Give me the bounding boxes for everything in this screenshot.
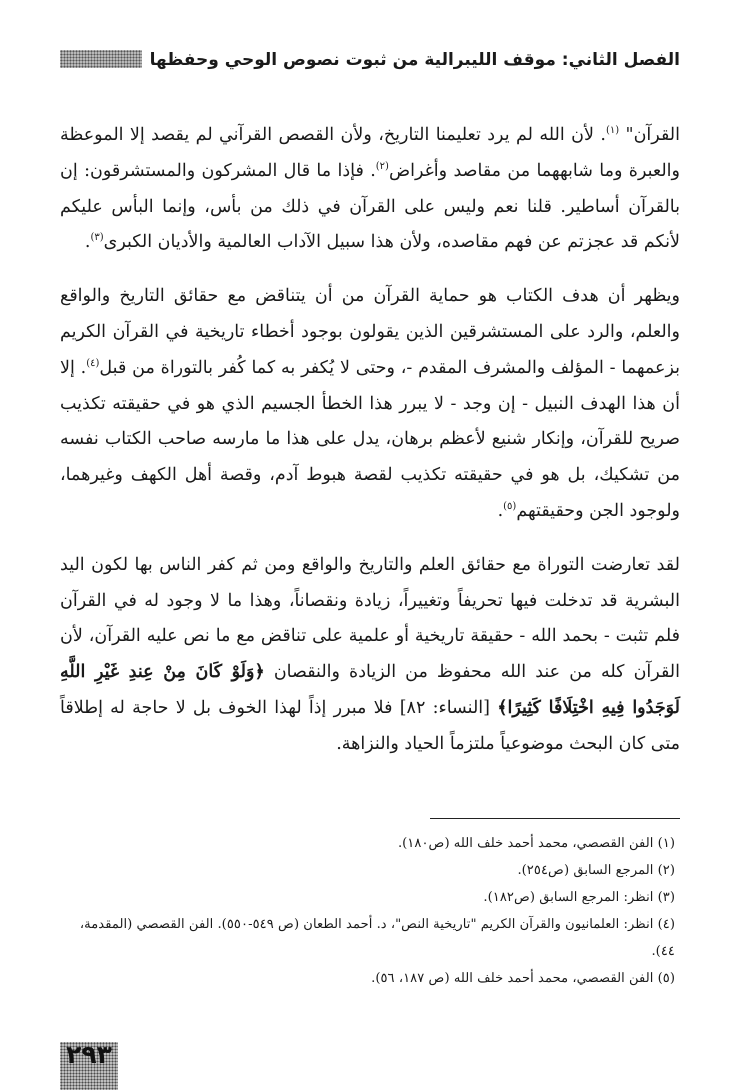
footnote-ref-3[interactable]: (٣) (90, 232, 104, 244)
text-run: لقد تعارضت التوراة مع حقائق العلم والتاريخ والواقع ومن ثم كفر الناس بها لكون اليد البشرية قد تدخلت فيها تحريفاً وتغييراً، زيادة ونقصاناً، وهذا ما لا وجود له في القرآن فلم تثبت - بحمد الله - حقيقة تاريخية أو علمية على تناقض مع ما نص عليه القرآن، لأن القرآن كله من عند الله محفوظ من الزيادة والنقصان (60, 554, 680, 683)
footnote-ref-4[interactable]: (٤) (86, 357, 100, 369)
footnote-ref-5[interactable]: (٥) (503, 501, 517, 513)
page-number: ٢٩٣ (66, 1040, 112, 1069)
footnote-ref-1[interactable]: (١) (605, 125, 620, 137)
footnote-5: (٥) الفن القصصي، محمد أحمد خلف الله (ص ١٨٧، ٥٦). (371, 971, 675, 986)
paragraph-3 (60, 548, 680, 763)
footnote-divider (430, 818, 680, 819)
footnote-3: (٣) انظر: المرجع السابق (ص١٨٢). (483, 890, 675, 905)
text-run: . (84, 232, 91, 253)
text-run: ويظهر أن هدف الكتاب هو حماية القرآن من أن يتناقض مع حقائق التاريخ والواقع والعلم، والرد على المستشرقين الذين يقولون بوجود أخطاء تاريخية في القرآن الكريم بزعمهما - المؤلف والمشرف المقدم -، وحتى لا يُكفر به كما كُفر بالتوراة من قبل (60, 286, 681, 378)
quran-verse: ﴿وَلَوْ كَانَ مِنْ عِندِ غَيْرِ اللَّهِ لَوَجَدُوا فِيهِ اخْتِلَافًا كَثِيرًا﴾ (60, 662, 681, 718)
paragraph-2 (60, 279, 680, 530)
paragraph-1 (60, 118, 680, 261)
footnote-4: (٤) انظر: العلمانيون والقرآن الكريم "تاريخية النص"، د. أحمد الطعان (ص ٥٤٩-٥٥٠). الفن القصصي (المقدمة، ٤٤). (79, 917, 675, 959)
text-run: . لأن الله لم يرد تعليمنا التاريخ، ولأن القصص القرآني لم يقصد إلا الموعظة والعبرة وما شابههما من مقاصد وأغراض (60, 125, 680, 181)
running-header (60, 46, 680, 74)
footnotes (60, 830, 675, 992)
text-run: القرآن" (619, 125, 680, 145)
text-run: فلا مبرر إذاً لهذا الخوف بل لا حاجة له إطلاقاً متى كان البحث موضوعياً ملتزماً الحياد والنزاهة. (60, 697, 680, 754)
footnote-1: (١) الفن القصصي، محمد أحمد خلف الله (ص١٨٠). (397, 836, 675, 851)
main-text (60, 118, 680, 763)
footnote-2: (٢) المرجع السابق (ص٢٥٤). (517, 863, 675, 878)
chapter-title: الفصل الثاني: موقف الليبرالية من ثبوت نصوص الوحي وحفظها (142, 46, 680, 74)
text-run: . إلا أن هذا الهدف النبيل - إن وجد - لا يبرر هذا الخطأ الجسيم الذي هو في حقيقته تكذيب صريح للقرآن، وإنكار شنيع لأعظم برهان، يدل على هذا ما مارسه صاحب الكتاب نفسه من تشكيك، بل هو في حقيقته تكذيب لقصة هبوط آدم، وقصة أهل الكهف وغيرهما، ولوجود الجن وحقيقتهم (60, 357, 680, 521)
text-run: . (497, 500, 504, 521)
verse-citation: [النساء: ٨٢] (392, 697, 498, 718)
text-run: . فإذا ما قال المشركون والمستشرقون: إن بالقرآن أساطير. قلنا نعم وليس على القرآن في ذلك من بأس، وإنما البأس عليكم لأنكم قد عجزتم عن فهم مقاصده، ولأن هذا سبيل الآداب العالمية والأديان الكبرى (60, 160, 680, 253)
footnote-ref-2[interactable]: (٢) (375, 160, 389, 172)
